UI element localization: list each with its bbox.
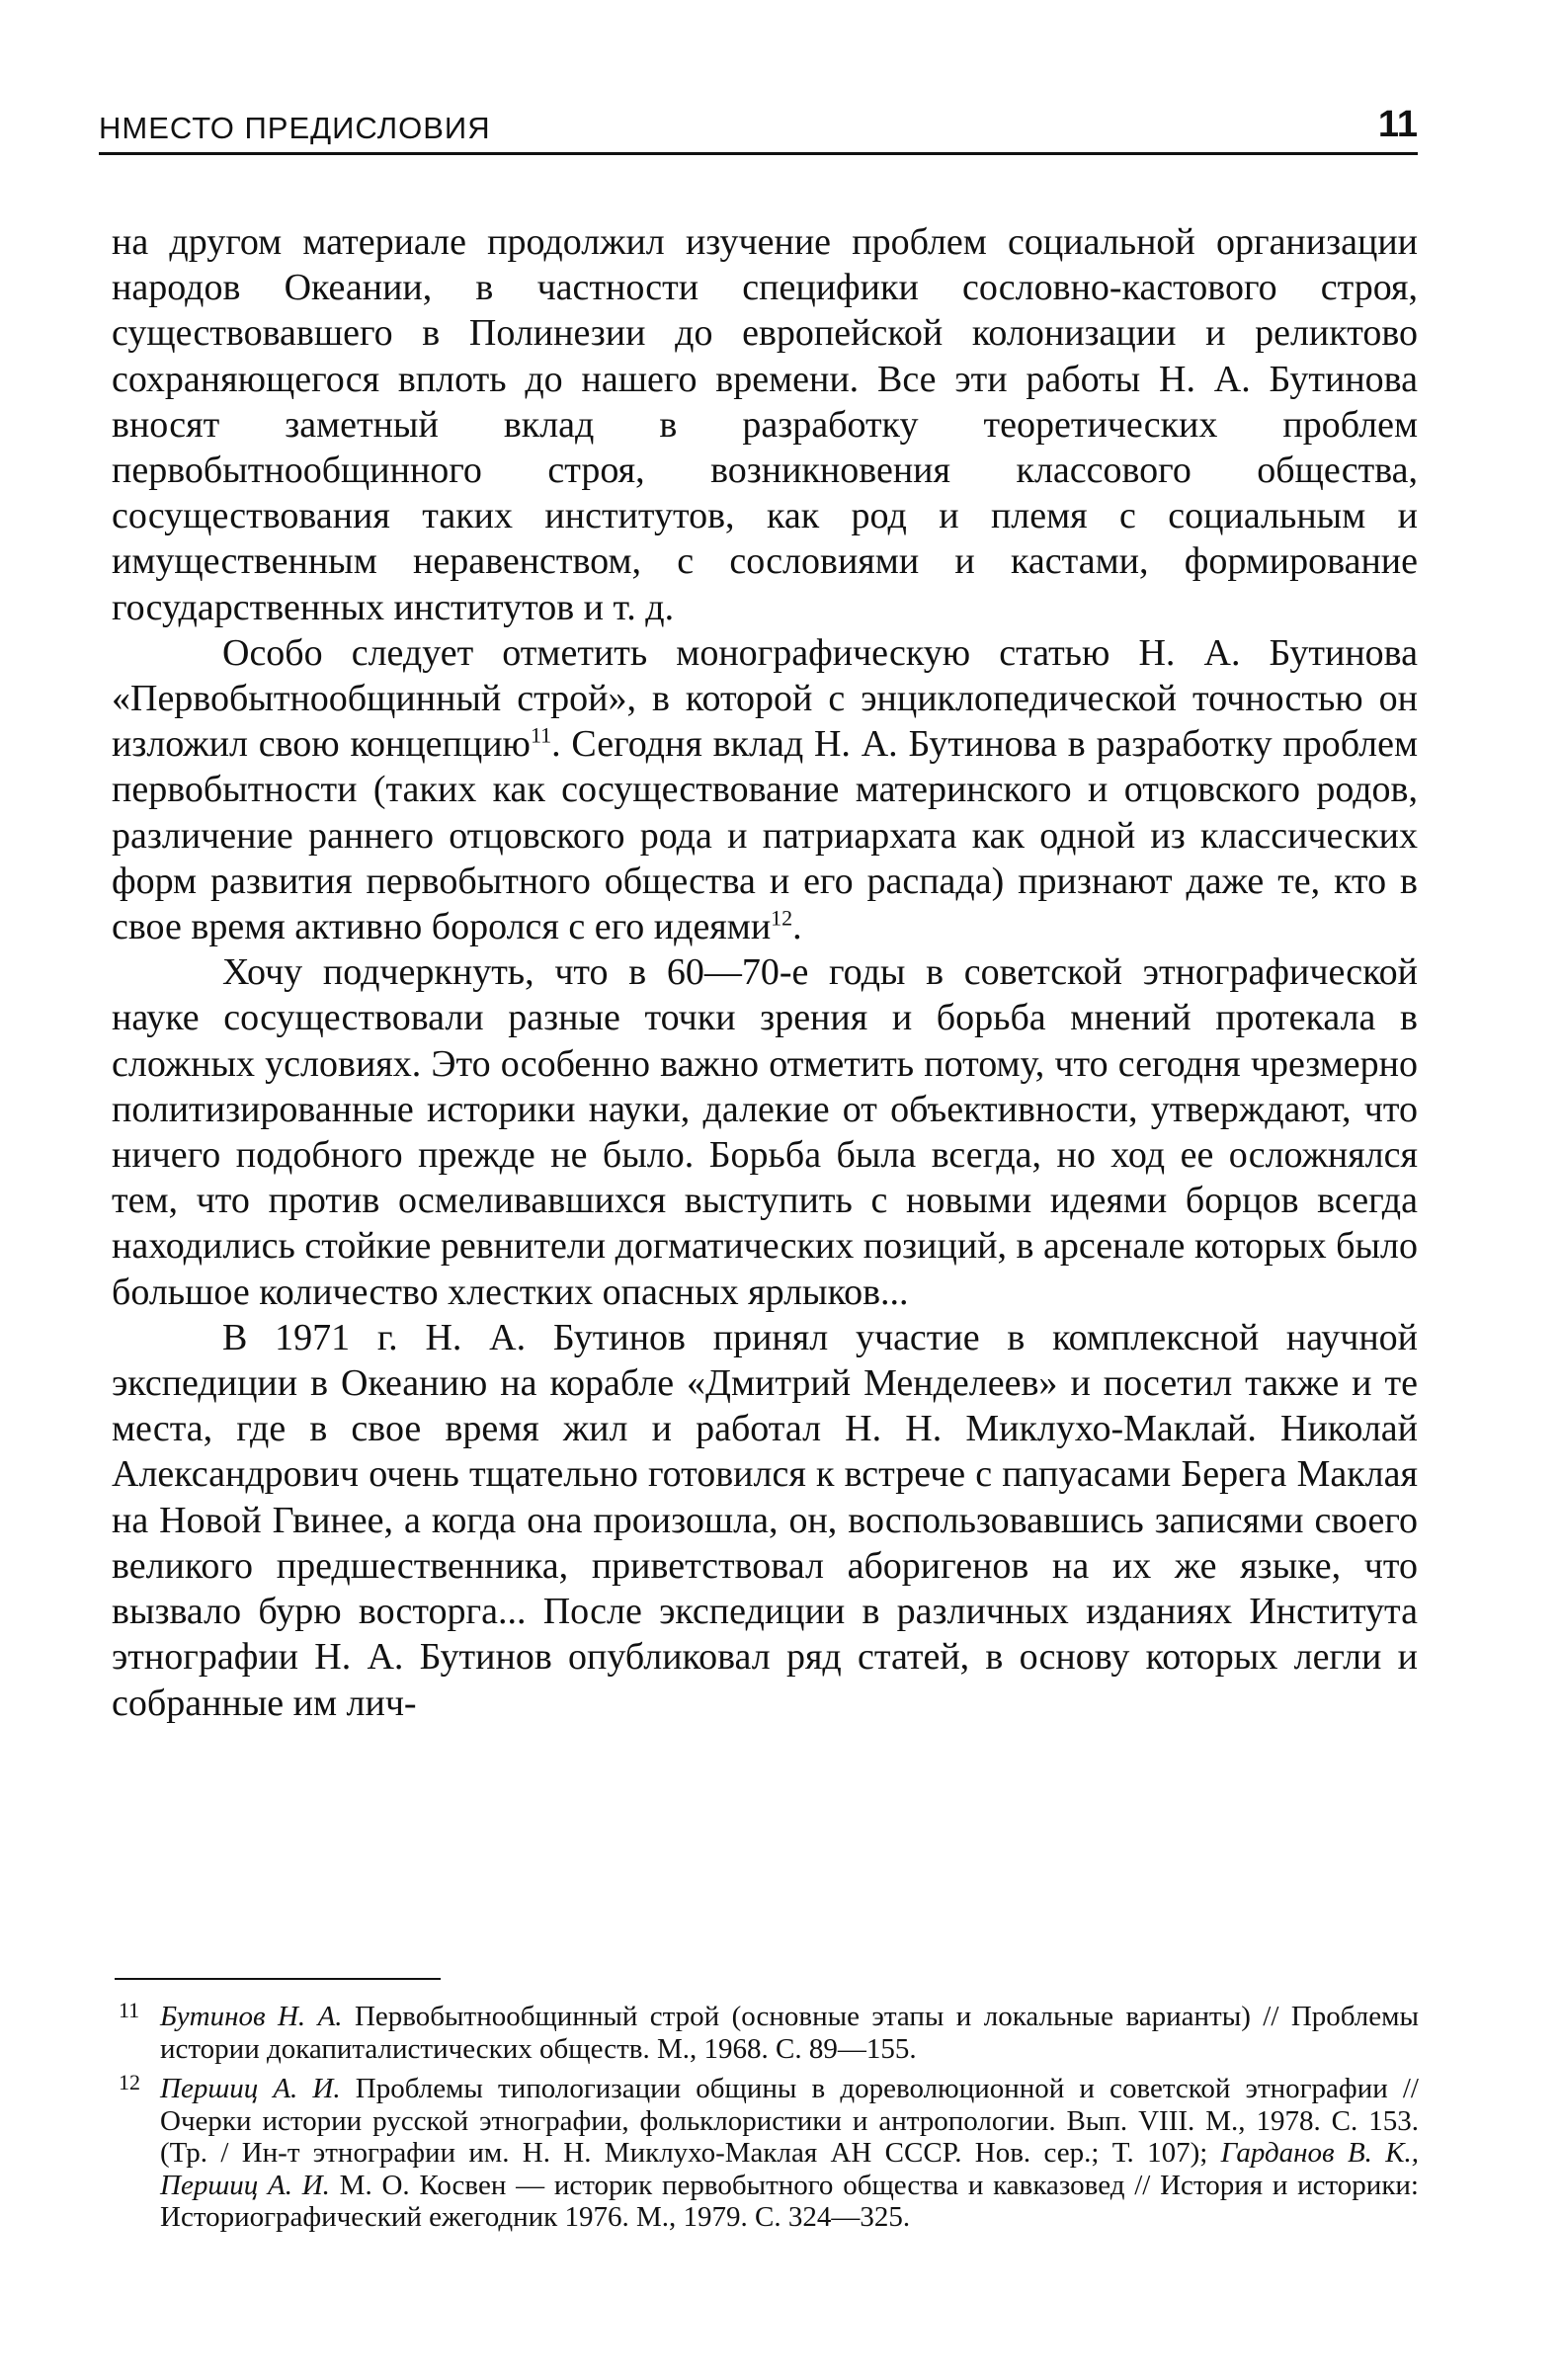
paragraph-2 — [112, 630, 1418, 949]
footnote-author-2: Гарданов В. К., Першиц А. И. — [160, 2137, 1419, 2201]
paragraph-2-part-a: Особо следует отметить монографическую статью Н. А. Бутинова «Первобытнообщинный строй», в которой с энциклопедической точностью он изложил свою концепцию — [112, 631, 1418, 766]
page-number: 11 — [1377, 104, 1418, 145]
paragraph-1: на другом материале продолжил изучение проблем социальной организации народов Океании, в частности специфики сословно-кастового строя, существовавшего в Полинезии до европейской колонизации и реликтово сохраняющегося вплоть до нашего времени. Все эти работы Н. А. Бутинова вносят заметный вклад в разработку теоретических проблем первобытнообщинного строя, возникновения классового общества, сосуществования таких институтов, как род и племя с социальным и имущественным неравенством, с сословиями и кастами, формирование государственных институтов и т. д. — [112, 221, 1418, 628]
footnote-text-a: Проблемы типологизации общины в дореволюционной и советской этнографии // Очерки истории русской этнографии, фольклористики и антропологии. Вып. VIII. М., 1978. С. 153. (Тр. / Ин-т этнографии им. Н. Н. Миклухо-Маклая АН СССР. Нов. сер.; Т. 107); — [160, 2073, 1419, 2169]
footnote-text: Первобытнообщинный строй (основные этапы и локальные варианты) // Проблемы истории докапиталистических обществ. М., 1968. С. 89—155. — [160, 2001, 1419, 2065]
running-head-title: НМЕСТО ПРЕДИСЛОВИЯ — [99, 111, 491, 145]
main-text — [112, 219, 1418, 1726]
paragraph-3: Хочу подчеркнуть, что в 60—70-е годы в советской этнографической науке сосуществовали разные точки зрения и борьба мнений протекала в сложных условиях. Это особенно важно отметить потому, что сегодня чрезмерно политизированные историки науки, далекие от объективности, утверждают, что ничего подобного прежде не было. Борьба была всегда, но ход ее осложнялся тем, что против осмеливавшихся выступить с новыми идеями борцов всегда находились стойкие ревнители догматических позиций, в арсенале которых было большое количество хлестких опасных ярлыков... — [112, 951, 1418, 1313]
footnote-separator — [115, 1978, 441, 1980]
footnote-number: 11 — [119, 1998, 140, 2022]
footnote-11 — [115, 1998, 1419, 2065]
paragraph-2-part-b: . Сегодня вклад Н. А. Бутинова в разработку проблем первобытности (таких как сосуществование материнского и отцовского родов, различение раннего отцовского рода и патриархата как одной из классических форм развития первобытного общества и его распада) признают даже те, кто в свое время активно боролся с его идеями — [112, 723, 1418, 948]
footnotes — [115, 1998, 1419, 2242]
running-head — [99, 104, 1418, 155]
footnote-text-b: М. О. Косвен — историк первобытного общества и кавказовед // История и историки: Историографический ежегодник 1976. М., 1979. С. 324—325. — [160, 2169, 1419, 2233]
footnote-12 — [115, 2070, 1419, 2234]
paragraph-2-part-c: . — [792, 906, 802, 948]
footnote-author: Бутинов Н. А. — [160, 2001, 343, 2032]
footnote-ref-12: 12 — [771, 905, 793, 931]
footnote-number: 12 — [119, 2070, 140, 2094]
footnote-author: Першиц А. И. — [160, 2073, 341, 2104]
paragraph-4: В 1971 г. Н. А. Бутинов принял участие в комплексной научной экспедиции в Океанию на корабле «Дмитрий Менделеев» и посетил также и те места, где в свое время жил и работал Н. Н. Миклухо-Маклай. Николай Александрович очень тщательно готовился к встрече с папуасами Берега Маклая на Новой Гвинее, а когда она произошла, он, воспользовавшись записями своего великого предшественника, приветствовал аборигенов на их же языке, что вызвало бурю восторга... После экспедиции в различных изданиях Института этнографии Н. А. Бутинов опубликовал ряд статей, в основу которых легли и собранные им лич- — [112, 1316, 1418, 1724]
footnote-ref-11: 11 — [530, 722, 552, 748]
